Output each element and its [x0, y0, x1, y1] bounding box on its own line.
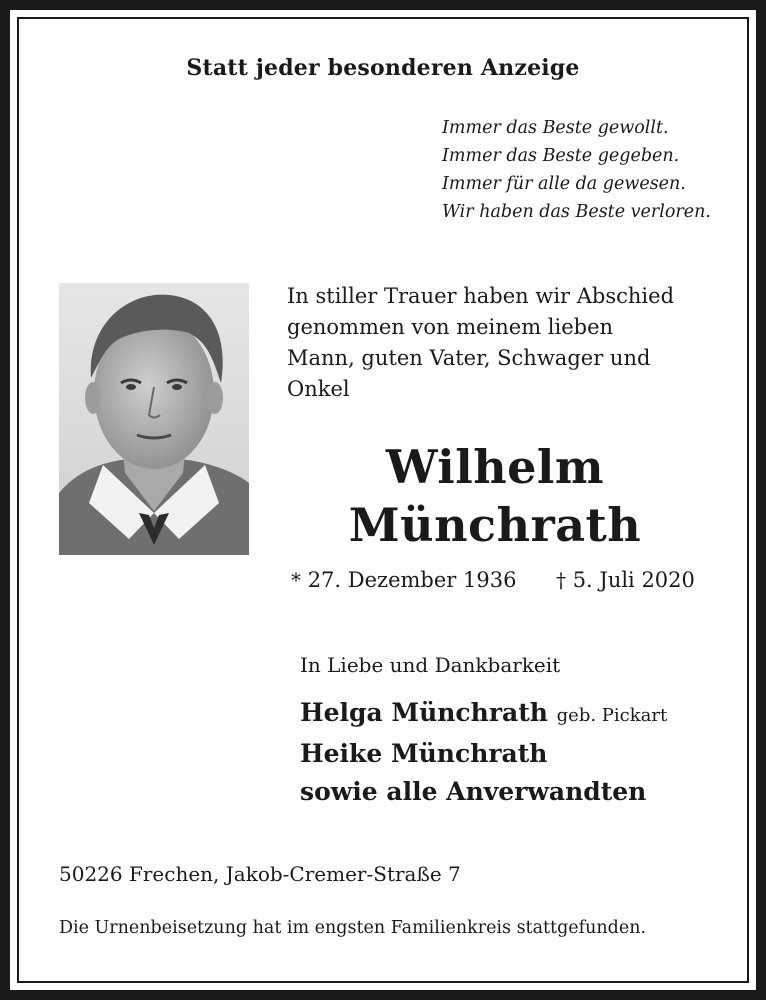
portrait-photo — [59, 283, 249, 555]
burial-note: Die Urnenbeisetzung hat im engsten Familienkreis stattgefunden. — [59, 918, 647, 938]
intro-text — [287, 281, 707, 405]
first-name: Wilhelm — [385, 440, 605, 494]
intro-line: Mann, guten Vater, Schwager und — [287, 346, 651, 370]
death-date — [556, 568, 695, 592]
poem — [442, 114, 711, 226]
maiden-name: geb. Pickart — [556, 705, 668, 726]
mourner — [300, 773, 667, 811]
intro-line: In stiller Trauer haben wir Abschied — [287, 284, 675, 308]
mourner-name: Heike Münchrath — [300, 739, 548, 768]
mourner-name: Helga Münchrath — [300, 698, 548, 727]
headline: Statt jeder besonderen Anzeige — [186, 55, 580, 81]
intro-line: Onkel — [287, 377, 350, 401]
portrait-image — [59, 283, 249, 555]
poem-line: Immer das Beste gewollt. — [442, 118, 669, 138]
dedication: In Liebe und Dankbarkeit — [300, 653, 561, 677]
deceased-name — [290, 438, 700, 554]
birth-symbol: * — [291, 568, 301, 592]
mourner-name: sowie alle Anverwandten — [300, 777, 647, 806]
mourners-list — [300, 694, 667, 811]
mourner — [300, 694, 667, 735]
poem-line: Immer für alle da gewesen. — [442, 174, 686, 194]
last-name: Münchrath — [348, 498, 642, 552]
mourner — [300, 735, 667, 773]
poem-line: Immer das Beste gegeben. — [442, 146, 680, 166]
intro-line: genommen von meinem lieben — [287, 315, 614, 339]
death-date-text: 5. Juli 2020 — [572, 568, 695, 592]
birth-date-text: 27. Dezember 1936 — [307, 568, 517, 592]
poem-line: Wir haben das Beste verloren. — [442, 202, 711, 222]
cross-icon: † — [556, 568, 566, 592]
birth-date — [291, 568, 516, 592]
address: 50226 Frechen, Jakob-Cremer-Straße 7 — [59, 862, 461, 886]
